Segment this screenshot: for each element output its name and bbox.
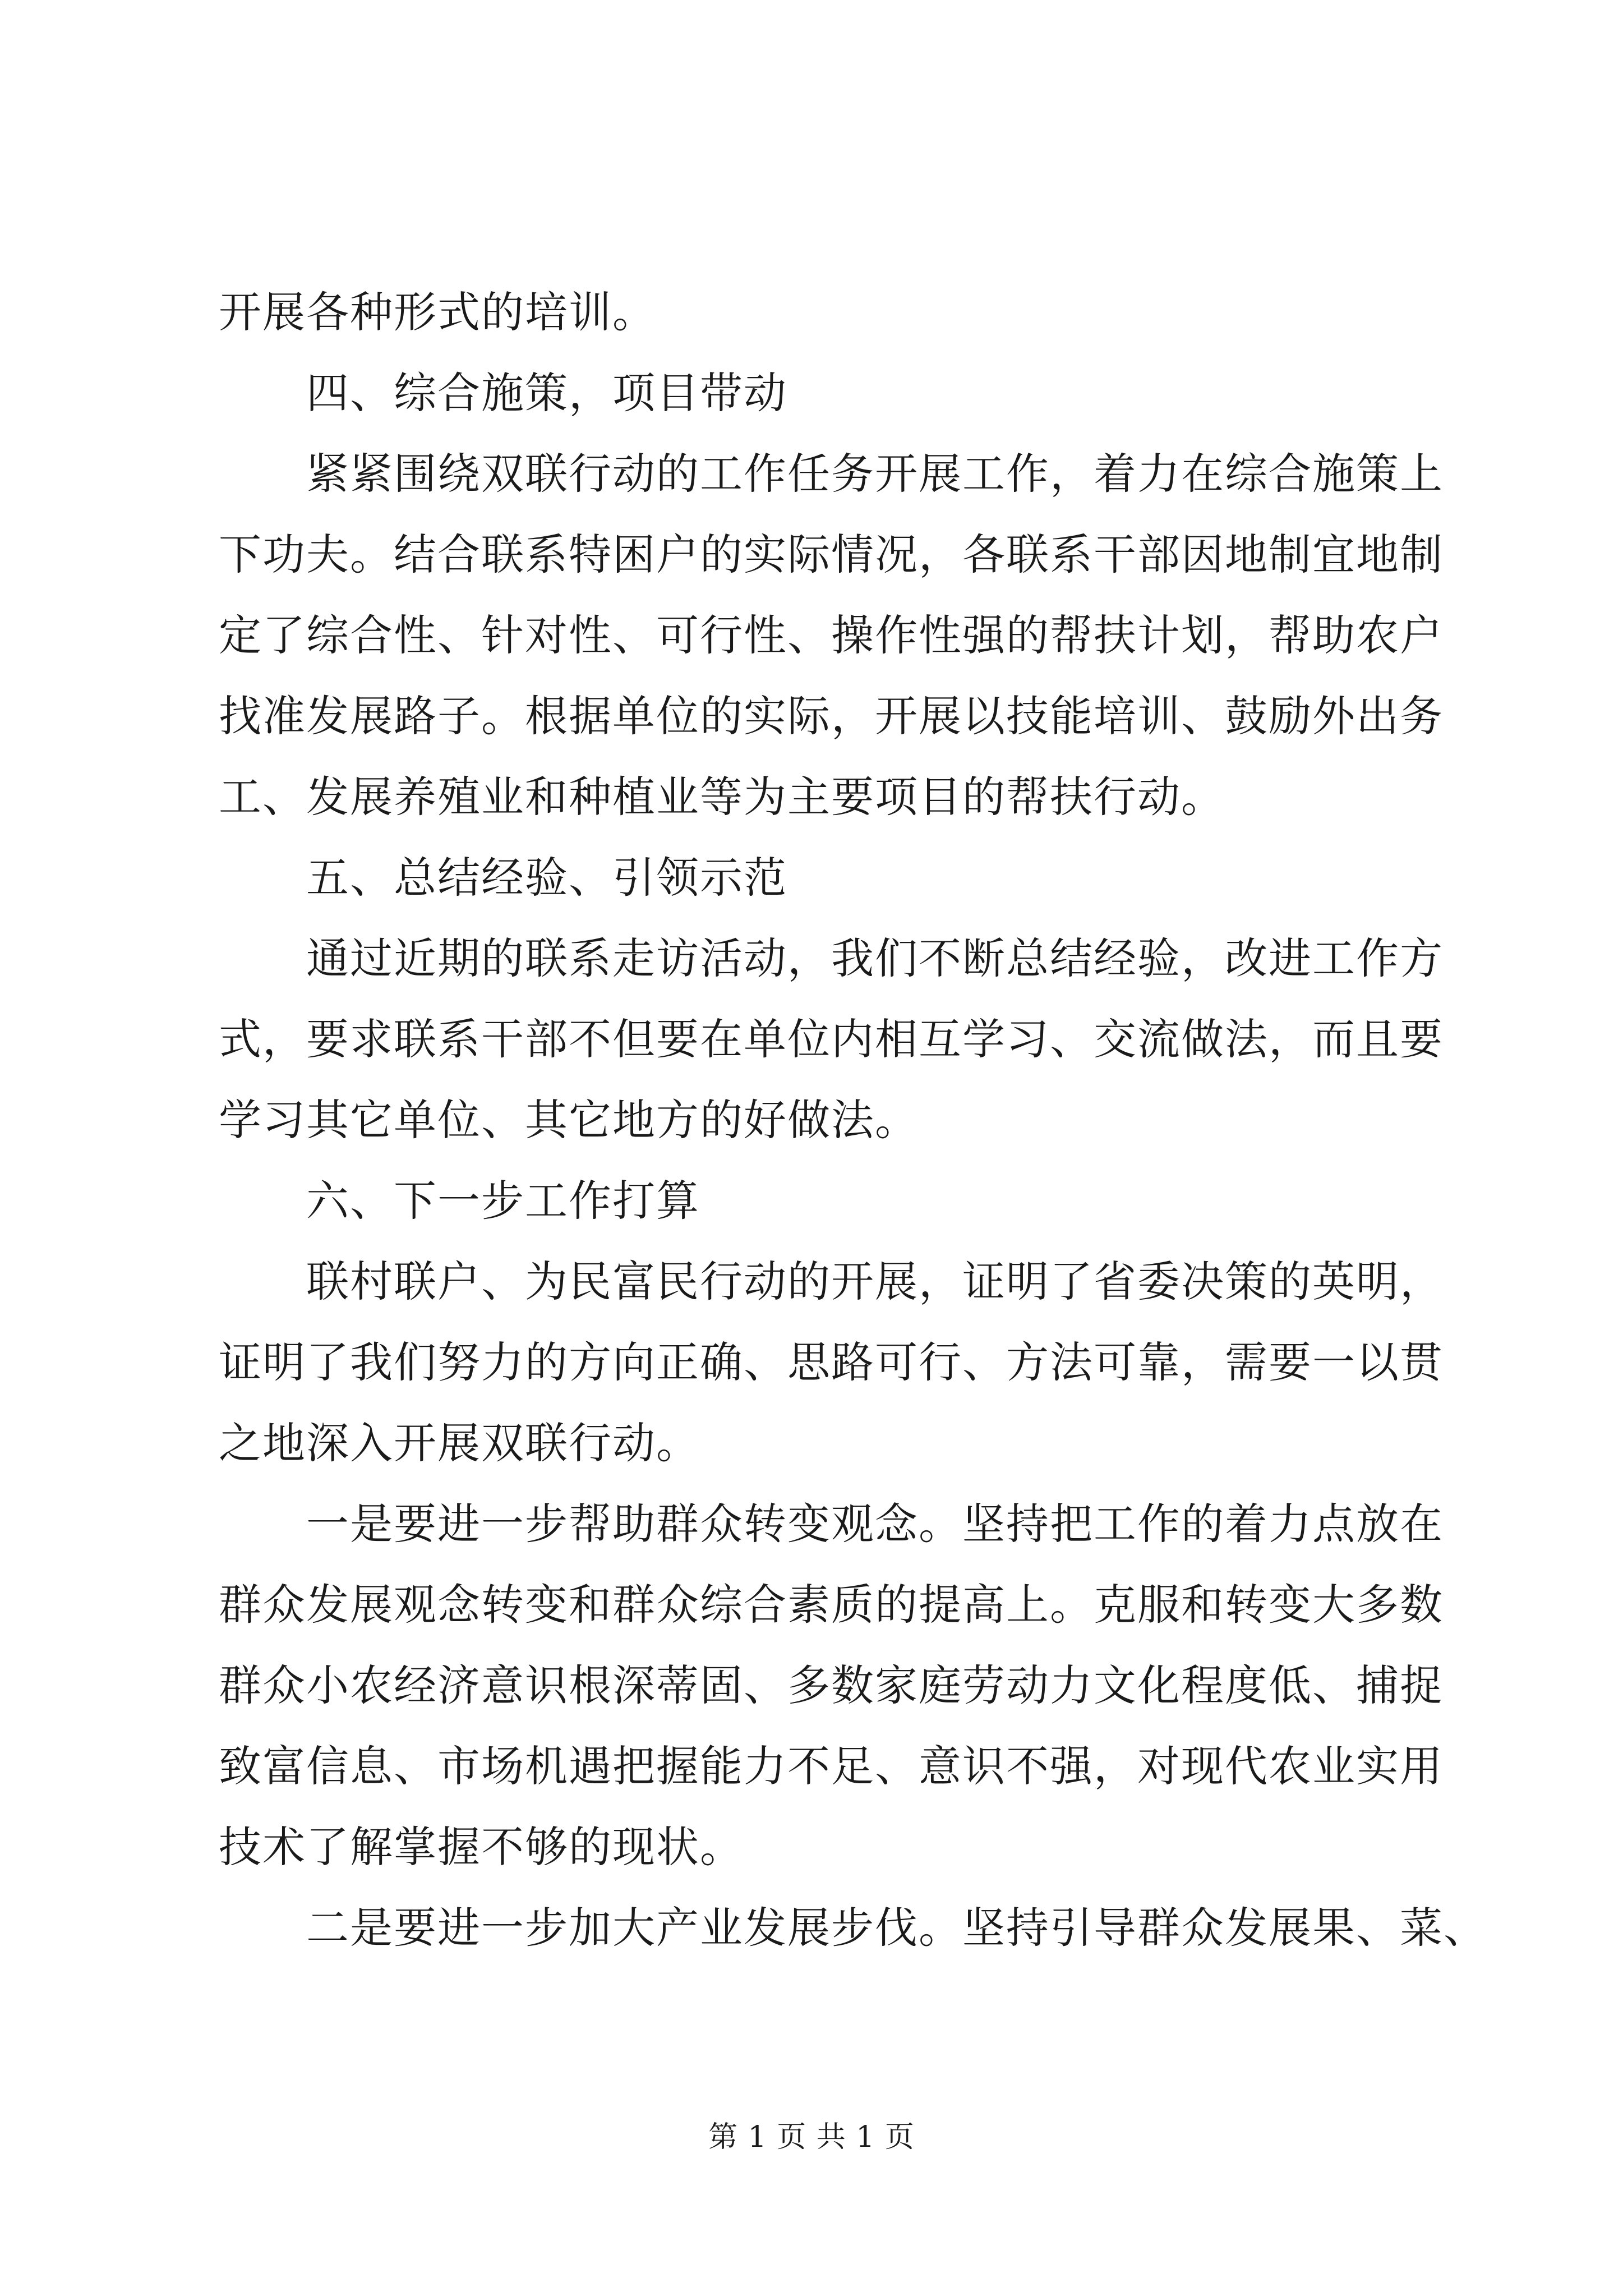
page-footer <box>0 2119 1623 2155</box>
text-line: 致富信息、市场机遇把握能力不足、意识不强，对现代农业实用 <box>219 1741 1444 1791</box>
text-line: 工、发展养殖业和种植业等为主要项目的帮扶行动。 <box>219 772 1225 822</box>
text-line: 群众小农经济意识根深蒂固、多数家庭劳动力文化程度低、捕捉 <box>219 1660 1444 1710</box>
text-line: 下功夫。结合联系特困户的实际情况，各联系干部因地制宜地制 <box>219 530 1444 579</box>
text-line: 定了综合性、针对性、可行性、操作性强的帮扶计划，帮助农户 <box>219 610 1444 660</box>
page-number-label: 第 1 页 共 1 页 <box>708 2120 915 2154</box>
text-line: 技术了解掌握不够的现状。 <box>219 1822 744 1872</box>
text-line: 联村联户、为民富民行动的开展，证明了省委决策的英明， <box>306 1257 1444 1306</box>
text-line: 紧紧围绕双联行动的工作任务开展工作，着力在综合施策上 <box>306 449 1444 499</box>
text-line: 之地深入开展双联行动。 <box>219 1418 700 1468</box>
text-line: 开展各种形式的培训。 <box>219 287 656 337</box>
section-heading: 五、总结经验、引领示范 <box>306 853 787 903</box>
text-line: 二是要进一步加大产业发展步伐。坚持引导群众发展果、菜、 <box>306 1903 1487 1953</box>
text-line: 一是要进一步帮助群众转变观念。坚持把工作的着力点放在 <box>306 1499 1444 1549</box>
text-line: 学习其它单位、其它地方的好做法。 <box>219 1095 919 1145</box>
text-line: 群众发展观念转变和群众综合素质的提高上。克服和转变大多数 <box>219 1580 1444 1630</box>
text-line: 找准发展路子。根据单位的实际，开展以技能培训、鼓励外出务 <box>219 691 1444 741</box>
text-line: 证明了我们努力的方向正确、思路可行、方法可靠，需要一以贯 <box>219 1337 1444 1387</box>
section-heading: 四、综合施策，项目带动 <box>306 368 787 418</box>
text-line: 式，要求联系干部不但要在单位内相互学习、交流做法，而且要 <box>219 1014 1444 1064</box>
document-body <box>219 272 1487 1968</box>
section-heading: 六、下一步工作打算 <box>306 1176 700 1226</box>
text-line: 通过近期的联系走访活动，我们不断总结经验，改进工作方 <box>306 933 1444 983</box>
